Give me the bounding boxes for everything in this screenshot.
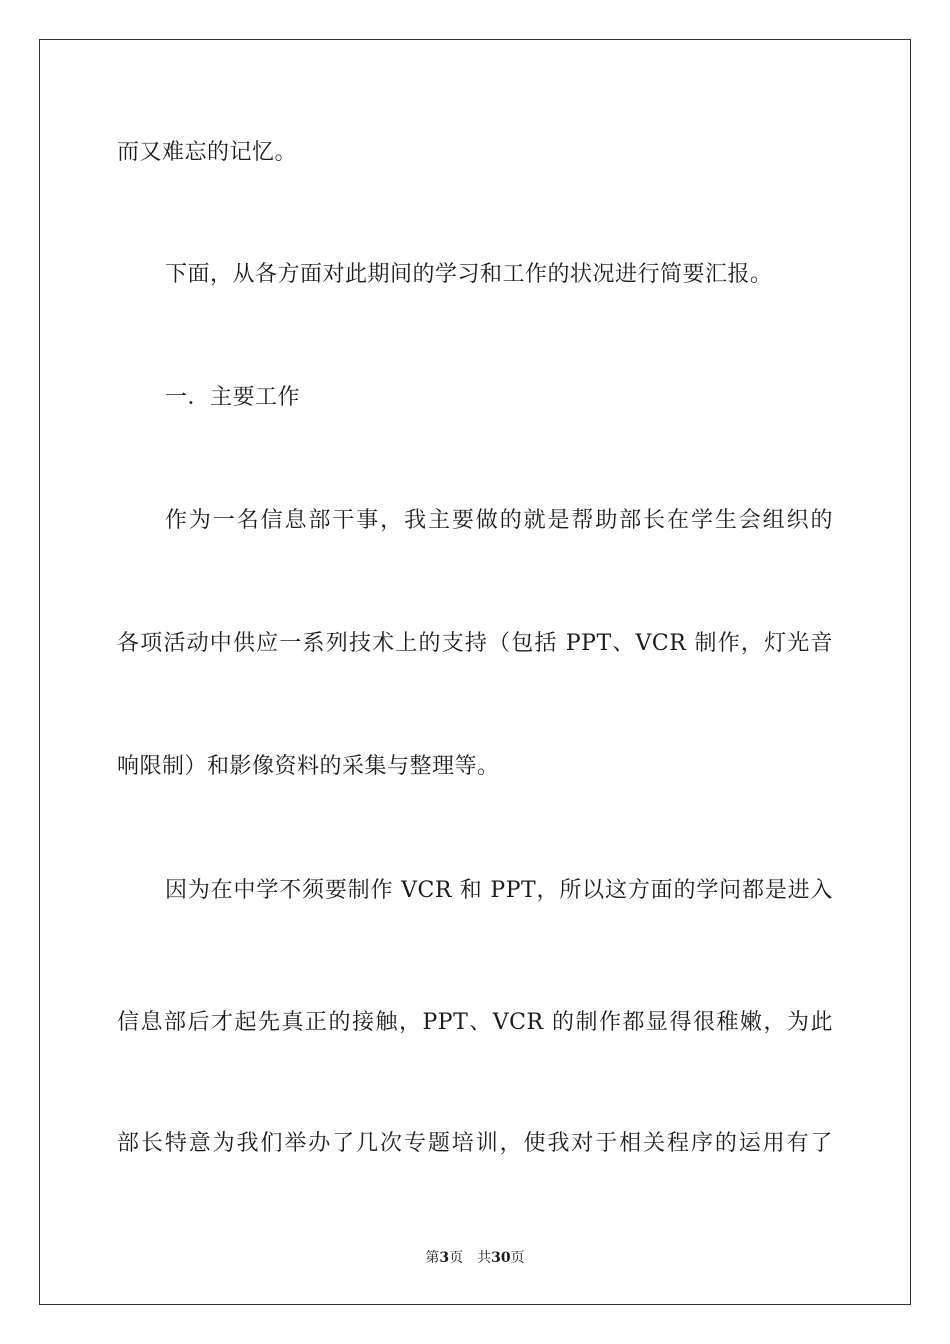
- page-label-prefix: 第: [425, 1250, 440, 1266]
- total-pages: 30: [491, 1250, 511, 1266]
- page-number: 3: [439, 1250, 450, 1266]
- paragraph-line: 因为在中学不须要制作 VCR 和 PPT，所以这方面的学问都是进入: [165, 878, 833, 903]
- paragraph-line: 信息部后才起先真正的接触，PPT、VCR 的制作都显得很稚嫩，为此: [117, 1010, 833, 1035]
- paragraph-line: 响限制）和影像资料的采集与整理等。: [117, 754, 500, 779]
- total-label-suffix: 页: [510, 1250, 525, 1266]
- page-border: [39, 39, 911, 1305]
- section-heading: 一．主要工作: [165, 385, 301, 410]
- paragraph-line: 而又难忘的记忆。: [117, 140, 298, 165]
- page-footer: [0, 1249, 950, 1267]
- total-label-prefix: 共: [477, 1250, 492, 1266]
- page-label-suffix: 页: [449, 1250, 464, 1266]
- paragraph-line: 作为一名信息部干事，我主要做的就是帮助部长在学生会组织的: [165, 508, 833, 533]
- paragraph-line: 下面，从各方面对此期间的学习和工作的状况进行简要汇报。: [165, 262, 773, 287]
- paragraph-line: 部长特意为我们举办了几次专题培训，使我对于相关程序的运用有了: [117, 1131, 833, 1156]
- paragraph-line: 各项活动中供应一系列技术上的支持（包括 PPT、VCR 制作，灯光音: [117, 631, 833, 656]
